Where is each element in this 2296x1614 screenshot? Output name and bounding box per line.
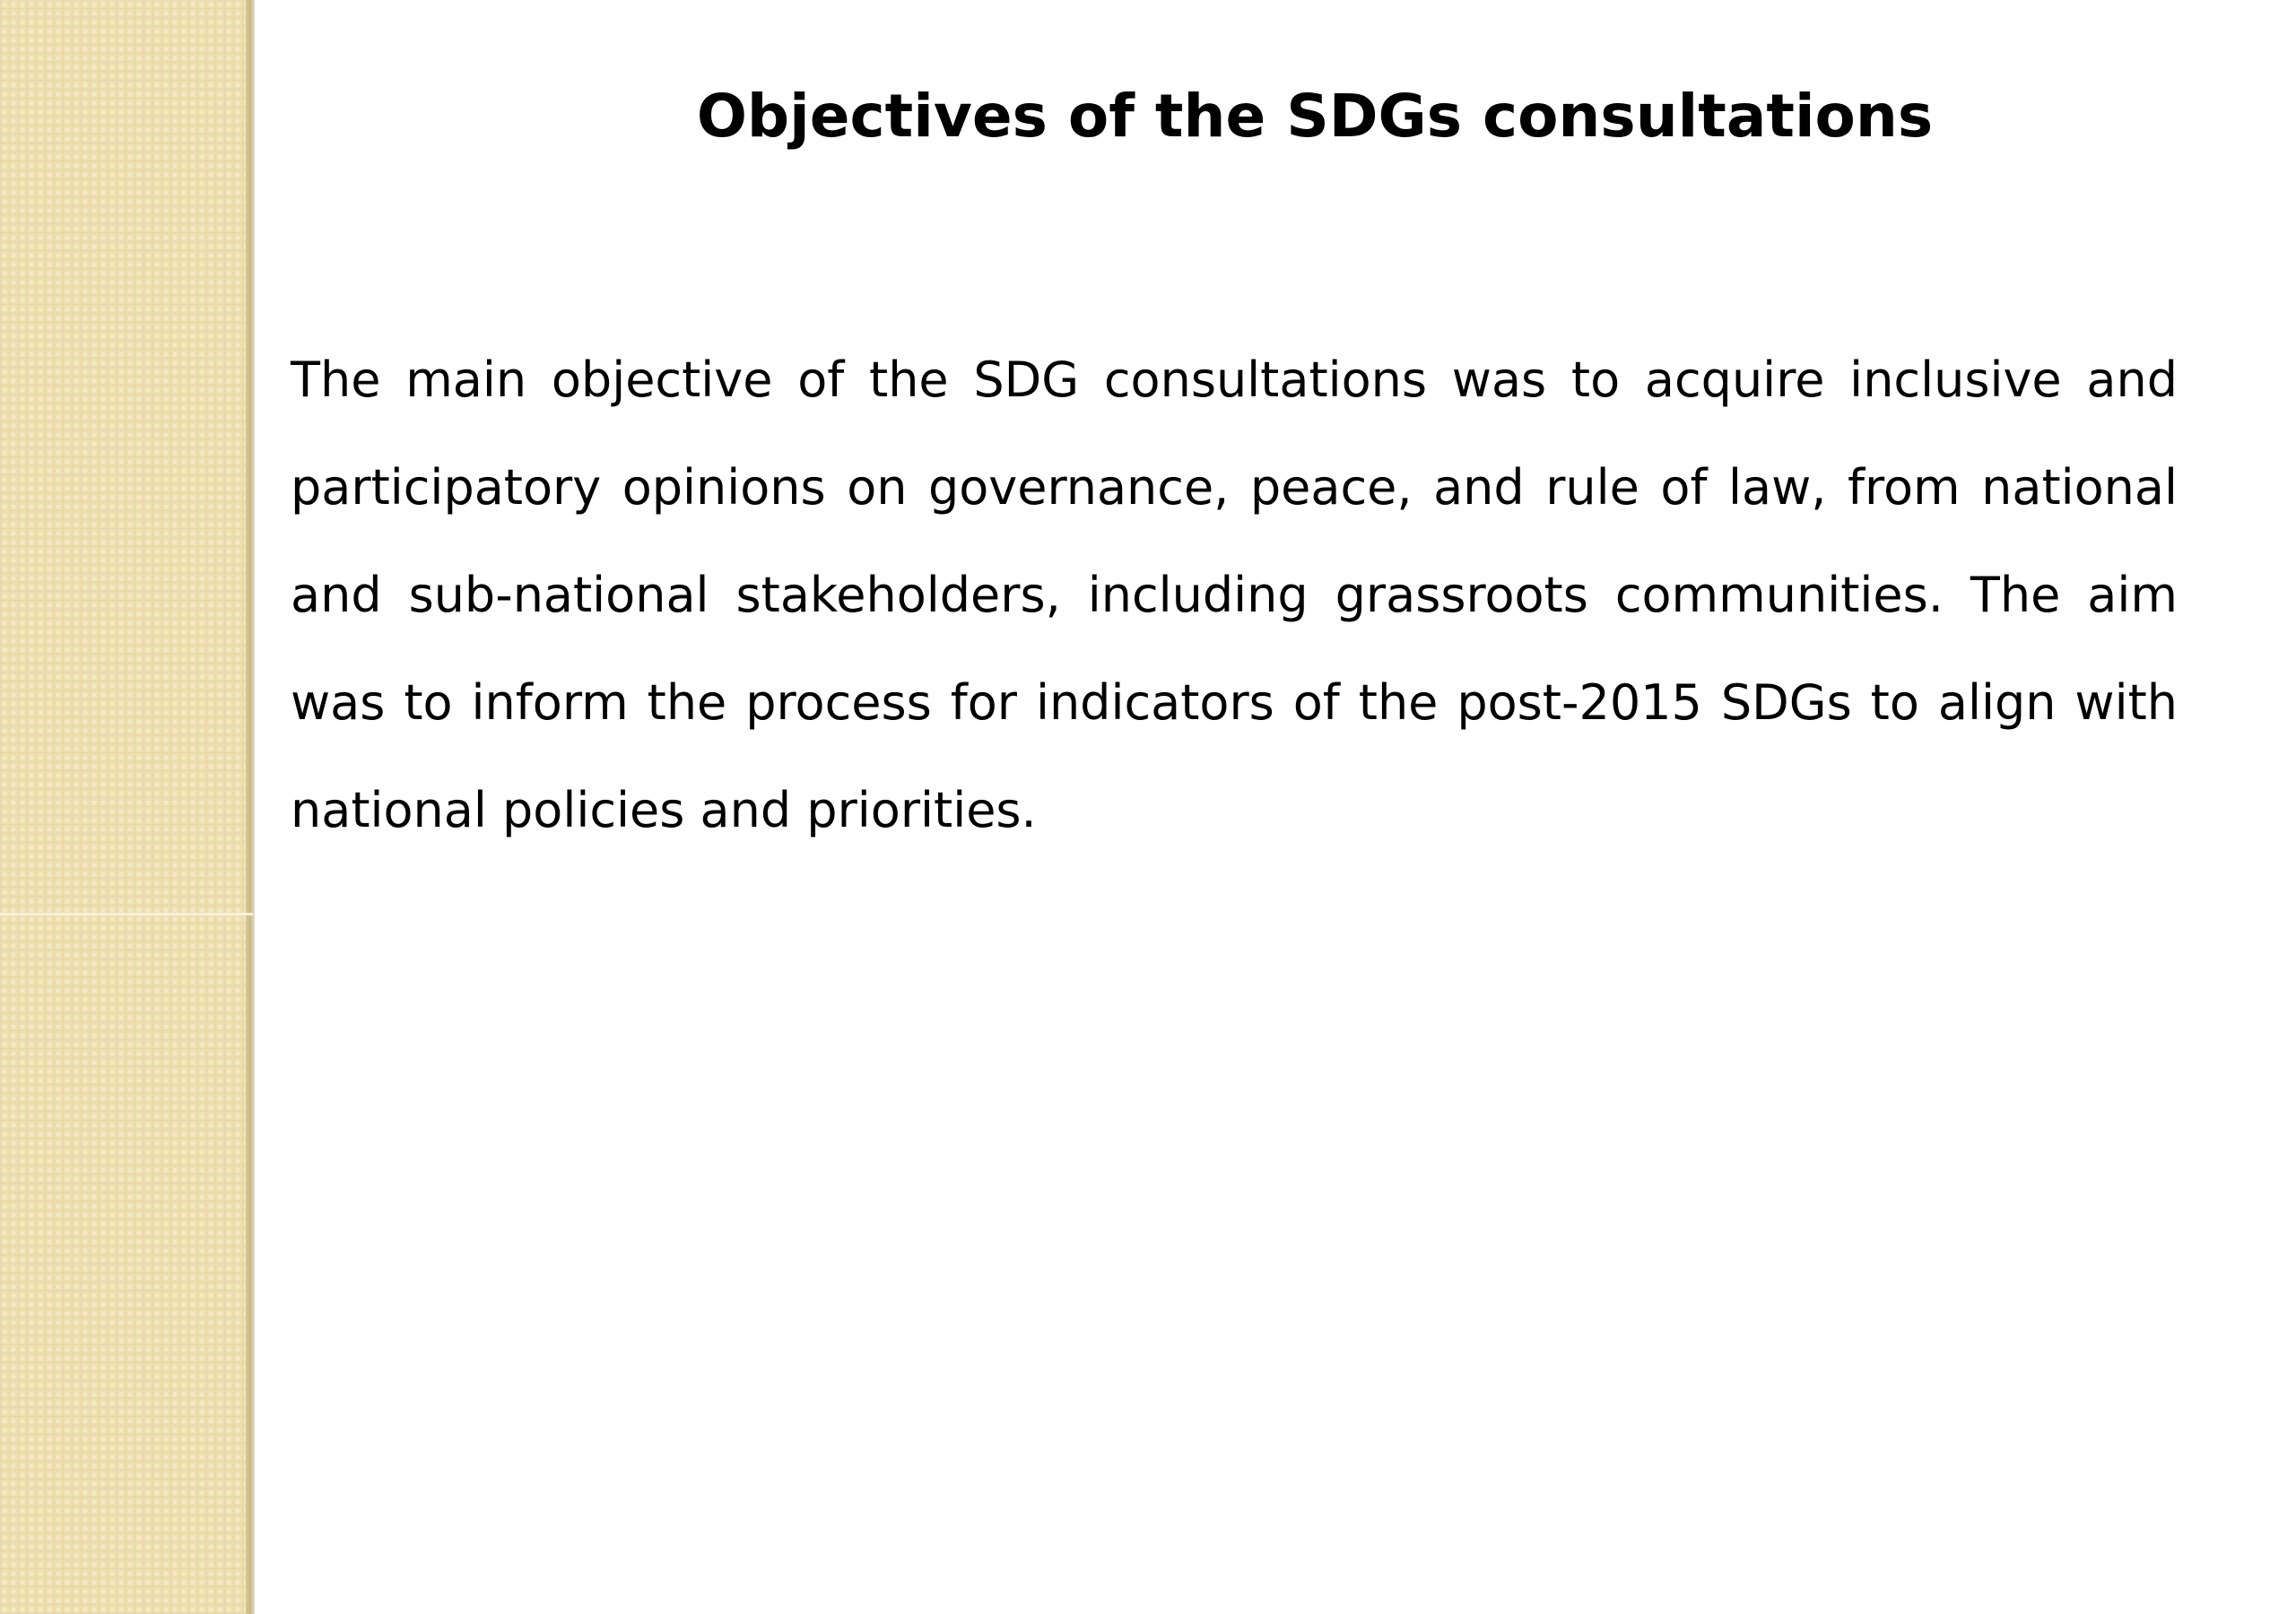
slide-body-text: The main objective of the SDG consultations was to acquire inclusive and participatory opinions on governance, peace, and rule of law, from national and sub-national stakeholders, including grassroots communities. The aim was to inform the process for indicators of the post-2015 SDGs to align with national policies and priorities. <box>291 351 2178 838</box>
decorative-side-strip <box>0 0 253 1614</box>
side-strip-divider <box>0 913 253 915</box>
side-strip-edge <box>246 0 255 1614</box>
slide-title: Objectives of the SDGs consultations <box>696 82 1934 151</box>
